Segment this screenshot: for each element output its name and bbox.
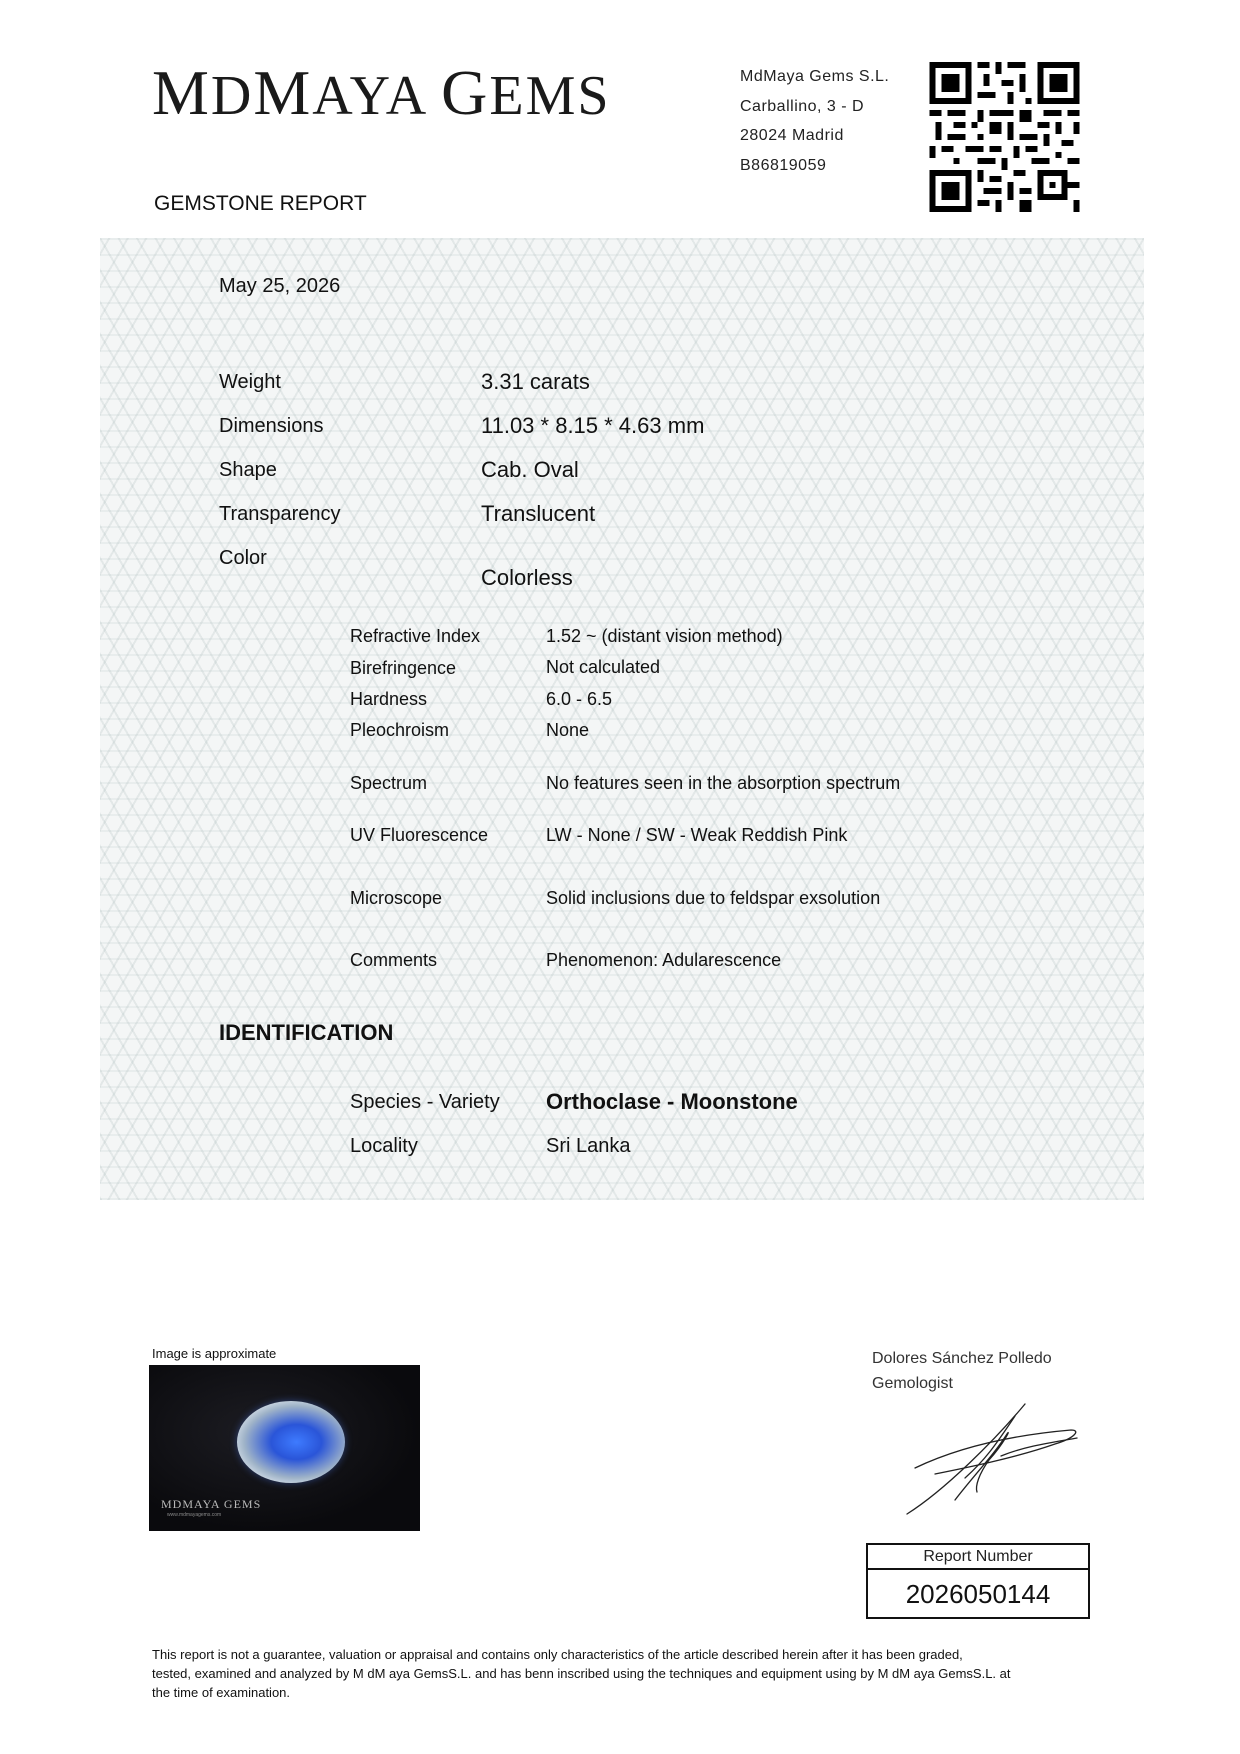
report-number-label: Report Number: [868, 1545, 1088, 1570]
report-date: May 25, 2026: [219, 275, 341, 297]
color-label: Color: [219, 547, 267, 569]
company-name: MdMaya Gems S.L.: [740, 68, 890, 85]
report-number-value: 2026050144: [905, 1579, 1051, 1609]
disclaimer-line: This report is not a guarantee, valuation or appraisal and contains only characteristics of the article described herein after it has been graded,: [152, 1647, 963, 1662]
transparency-label: Transparency: [219, 503, 341, 525]
moonstone-cabochon: [237, 1401, 345, 1483]
gemologist-name: Dolores Sánchez Polledo: [872, 1350, 1052, 1367]
identification-heading: IDENTIFICATION: [219, 1020, 394, 1045]
comments-label: Comments: [350, 950, 438, 970]
uv-fluorescence-label: UV Fluorescence: [350, 825, 489, 845]
gemstone-photo: [149, 1365, 420, 1531]
pleochroism-value: None: [546, 720, 590, 740]
photo-watermark-url: www.mdmayagems.com: [167, 1512, 222, 1518]
report-number-box: [866, 1543, 1090, 1619]
company-address: [740, 62, 889, 180]
species-value: Orthoclase - Moonstone: [546, 1089, 798, 1114]
company-logo: MDMAYA GEMS: [152, 57, 611, 128]
disclaimer: [152, 1645, 1102, 1702]
transparency-value: Translucent: [481, 501, 596, 526]
company-tax-id: B86819059: [740, 156, 827, 174]
spectrum-value: No features seen in the absorption spectrum: [546, 773, 901, 793]
refractive-index-label: Refractive Index: [350, 626, 481, 646]
gemologist-title: Gemologist: [872, 1375, 953, 1392]
hardness-label: Hardness: [350, 689, 428, 709]
refractive-index-value: 1.52 ~ (distant vision method): [546, 626, 783, 646]
dimensions-label: Dimensions: [219, 415, 324, 437]
shape-value: Cab. Oval: [481, 457, 579, 482]
comments-value: Phenomenon: Adularescence: [546, 950, 782, 970]
birefringence-value: Not calculated: [546, 657, 661, 677]
disclaimer-line: the time of examination.: [152, 1685, 291, 1700]
locality-value: Sri Lanka: [546, 1135, 631, 1157]
color-value: Colorless: [481, 565, 573, 590]
pleochroism-label: Pleochroism: [350, 720, 450, 740]
company-street: Carballino, 3 - D: [740, 97, 865, 115]
spectrum-label: Spectrum: [350, 773, 428, 793]
microscope-value: Solid inclusions due to feldspar exsolution: [546, 888, 881, 908]
image-caption: Image is approximate: [152, 1346, 277, 1361]
uv-fluorescence-value: LW - None / SW - Weak Reddish Pink: [546, 825, 848, 845]
locality-label: Locality: [350, 1135, 418, 1157]
hardness-value: 6.0 - 6.5: [546, 689, 613, 709]
qr-code[interactable]: [928, 62, 1081, 212]
gemologist-block: [872, 1346, 1052, 1396]
photo-watermark-logo: MDMAYA GEMS: [161, 1497, 262, 1511]
birefringence-label: Birefringence: [350, 658, 457, 678]
company-city: 28024 Madrid: [740, 127, 844, 144]
dimensions-value: 11.03 * 8.15 * 4.63 mm: [481, 413, 705, 438]
report-title: GEMSTONE REPORT: [154, 192, 367, 215]
disclaimer-line: tested, examined and analyzed by M dM aya GemsS.L. and has benn inscribed using the techniques and equipment using by M dM aya GemsS.L. at: [152, 1666, 1011, 1681]
weight-value: 3.31 carats: [481, 369, 590, 394]
weight-label: Weight: [219, 371, 281, 393]
shape-label: Shape: [219, 459, 277, 481]
signature-graphic: [905, 1400, 1085, 1518]
species-label: Species - Variety: [350, 1091, 500, 1113]
microscope-label: Microscope: [350, 888, 443, 908]
